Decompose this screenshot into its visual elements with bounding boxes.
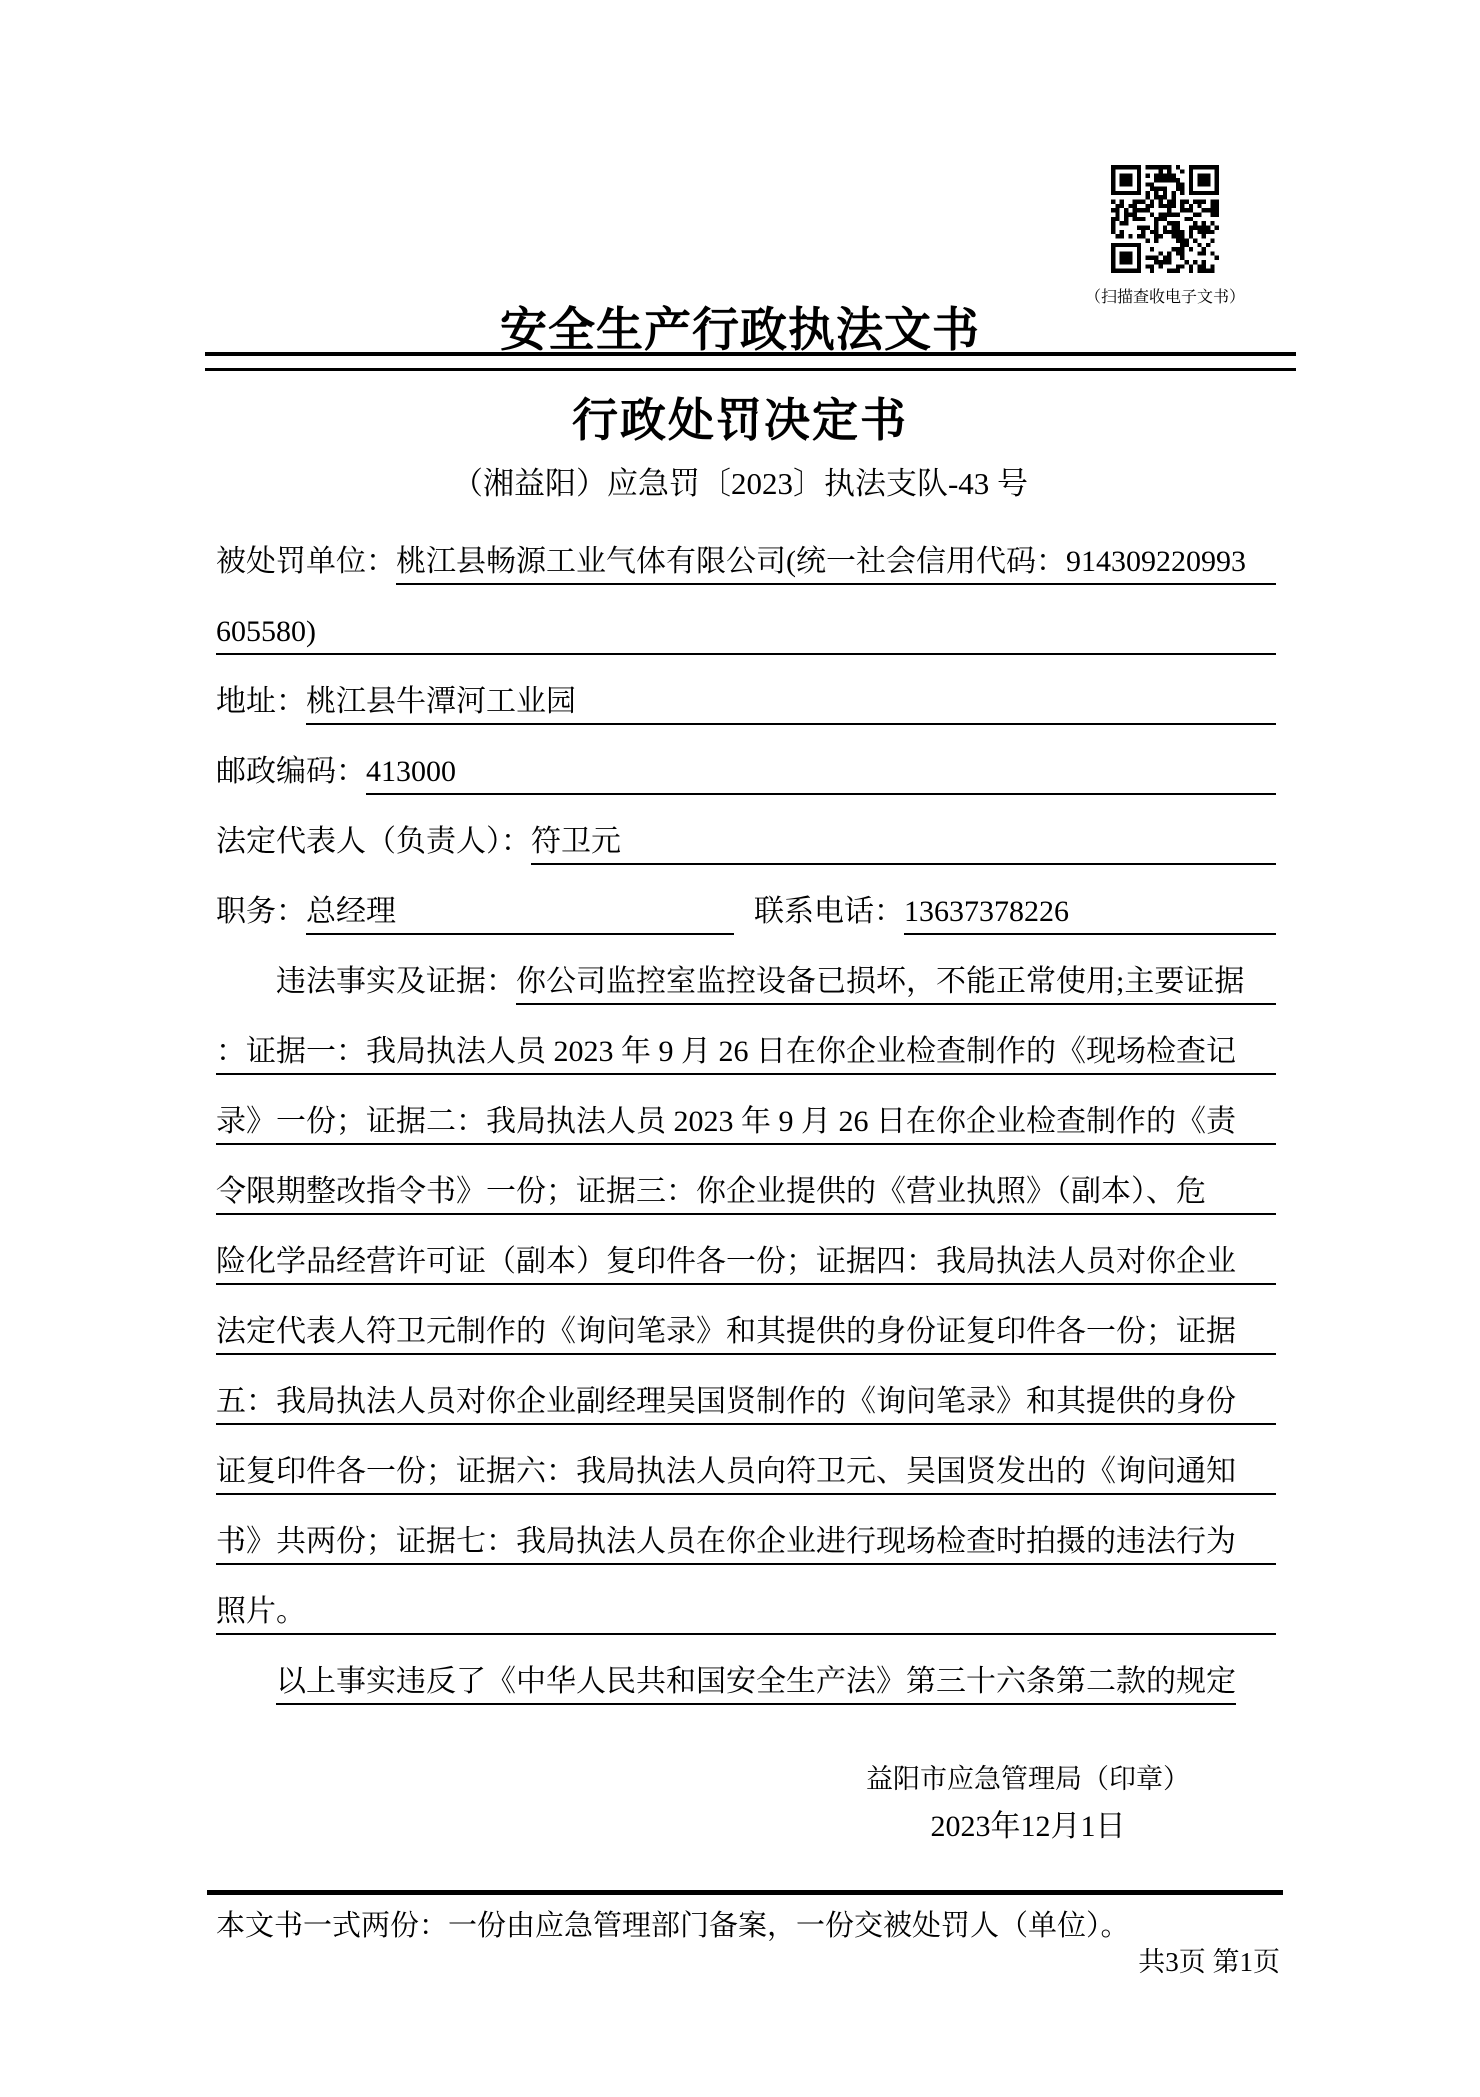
field-value: 五：我局执法人员对你企业副经理吴国贤制作的《询问笔录》和其提供的身份 xyxy=(216,1385,1276,1425)
document-line xyxy=(216,895,1276,965)
field-value: 桃江县牛潭河工业园 xyxy=(306,685,1276,725)
document-line xyxy=(216,1455,1276,1525)
field-value: ：证据一：我局执法人员 2023 年 9 月 26 日在你企业检查制作的《现场检查记 xyxy=(216,1035,1276,1075)
footer-divider xyxy=(207,1890,1283,1895)
document-line xyxy=(216,965,1276,1035)
field-value: 总经理 xyxy=(306,895,734,935)
field-value: 413000 xyxy=(366,755,1276,795)
page-indicator: 共3页 第1页 xyxy=(1138,1947,1280,1977)
signature-block xyxy=(866,1764,1190,1843)
document-line xyxy=(216,1525,1276,1595)
field-value: 符卫元 xyxy=(531,825,1276,865)
field-value: 13637378226 xyxy=(904,895,1276,935)
field-label: 法定代表人（负责人）： xyxy=(216,825,531,858)
page-title: 行政处罚决定书 xyxy=(572,395,908,446)
document-line xyxy=(216,825,1276,895)
footer-note: 本文书一式两份：一份由应急管理部门备案，一份交被处罚人（单位）。 xyxy=(216,1910,1130,1942)
qr-block xyxy=(1063,165,1267,307)
field-value: 险化学品经营许可证（副本）复印件各一份；证据四：我局执法人员对你企业 xyxy=(216,1245,1276,1285)
field-value: 录》一份；证据二：我局执法人员 2023 年 9 月 26 日在你企业检查制作的《责 xyxy=(216,1105,1276,1145)
issuing-authority: 益阳市应急管理局（印章） xyxy=(866,1764,1190,1794)
document-line xyxy=(216,685,1276,755)
issue-date: 2023年12月1日 xyxy=(930,1810,1126,1843)
doc-category-title: 安全生产行政执法文书 xyxy=(500,305,980,357)
field-value: 令限期整改指令书》一份；证据三：你企业提供的《营业执照》（副本）、危 xyxy=(216,1175,1276,1215)
document-line xyxy=(216,1385,1276,1455)
qr-code-icon xyxy=(1111,165,1219,273)
document-line xyxy=(216,1035,1276,1105)
field-label: 职务： xyxy=(216,895,306,928)
document-line xyxy=(216,1105,1276,1175)
field-value: 605580) xyxy=(216,615,1276,655)
field-label: 被处罚单位： xyxy=(216,545,396,578)
field-value: 法定代表人符卫元制作的《询问笔录》和其提供的身份证复印件各一份；证据 xyxy=(216,1315,1276,1355)
document-line xyxy=(216,1245,1276,1315)
field-label: 违法事实及证据： xyxy=(276,965,516,998)
document-line xyxy=(216,545,1276,615)
field-label: 联系电话： xyxy=(754,895,904,928)
header-divider xyxy=(205,352,1296,371)
field-value: 照片。 xyxy=(216,1595,1276,1635)
field-label: 地址： xyxy=(216,685,306,718)
document-line xyxy=(216,1175,1276,1245)
document-line xyxy=(216,615,1276,685)
document-body xyxy=(216,545,1276,1735)
field-label: 邮政编码： xyxy=(216,755,366,788)
qr-caption: （扫描查收电子文书） xyxy=(1084,289,1245,306)
field-value: 桃江县畅源工业气体有限公司(统一社会信用代码：914309220993 xyxy=(396,545,1276,585)
field-value: 以上事实违反了《中华人民共和国安全生产法》第三十六条第二款的规定 xyxy=(276,1665,1236,1705)
field-value: 证复印件各一份；证据六：我局执法人员向符卫元、吴国贤发出的《询问通知 xyxy=(216,1455,1276,1495)
field-value: 你公司监控室监控设备已损坏，不能正常使用;主要证据 xyxy=(516,965,1276,1005)
document-line xyxy=(216,1665,1276,1735)
doc-number: （湘益阳）应急罚〔2023〕执法支队-43 号 xyxy=(451,466,1029,501)
document-line xyxy=(216,1595,1276,1665)
document-line xyxy=(216,1315,1276,1385)
document-line xyxy=(216,755,1276,825)
field-value: 书》共两份；证据七：我局执法人员在你企业进行现场检查时拍摄的违法行为 xyxy=(216,1525,1276,1565)
